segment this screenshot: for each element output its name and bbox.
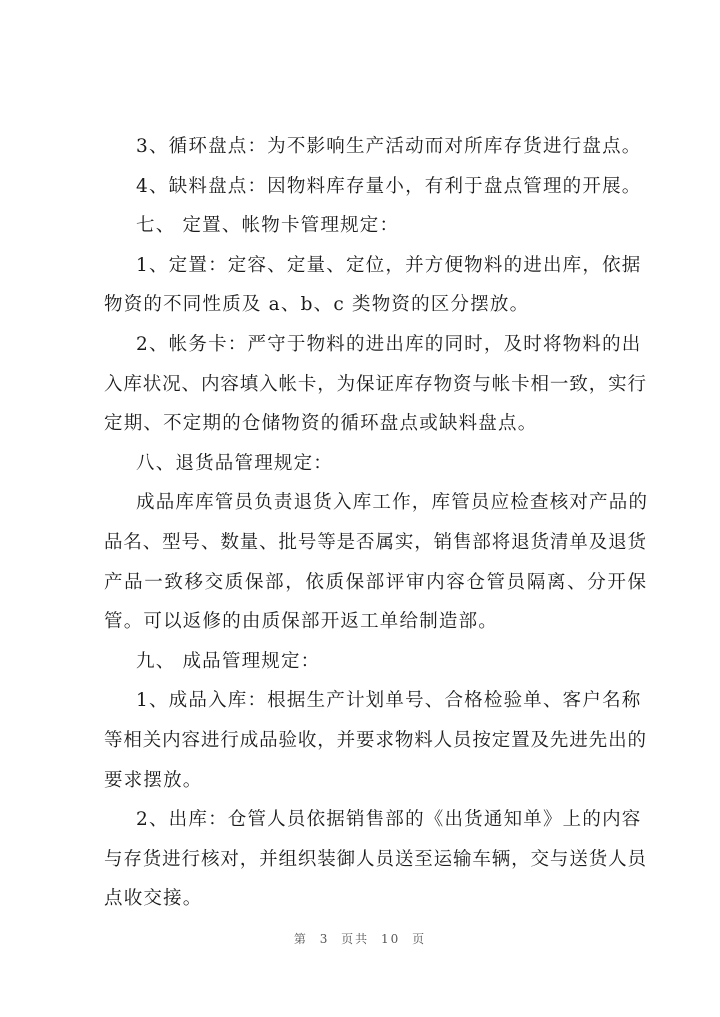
- paragraph-line: 2、帐务卡：严守于物料的进出库的同时，及时将物料的出: [136, 333, 642, 355]
- section-heading: 九、 成品管理规定：: [136, 650, 321, 672]
- paragraph-line: 入库状况、内容填入帐卡，为保证库存物资与帐卡相一致，实行: [104, 373, 646, 395]
- paragraph-line: 品名、型号、数量、批号等是否属实，销售部将退货清单及退货: [104, 531, 646, 553]
- paragraph-line: 管。可以返修的由质保部开返工单给制造部。: [104, 611, 499, 633]
- paragraph-line: 成品库库管员负责退货入库工作，库管员应检查核对产品的: [136, 492, 649, 514]
- paragraph-line: 等相关内容进行成品验收，并要求物料人员按定置及先进先出的: [104, 729, 646, 751]
- paragraph-line: 产品一致移交质保部，依质保部评审内容仓管员隔离、分开保: [104, 571, 646, 593]
- paragraph-line: 1、成品入库：根据生产计划单号、合格检验单、客户名称: [136, 690, 642, 712]
- paragraph-line: 定期、不定期的仓储物资的循环盘点或缺料盘点。: [104, 413, 538, 435]
- page-number-footer: 第 3 页共 10 页: [293, 932, 427, 946]
- paragraph-line: 点收交接。: [104, 888, 203, 910]
- section-heading: 七、 定置、帐物卡管理规定：: [136, 215, 400, 237]
- paragraph-line: 要求摆放。: [104, 769, 203, 791]
- paragraph-line: 4、缺料盘点：因物料库存量小，有利于盘点管理的开展。: [136, 175, 642, 197]
- paragraph-line: 2、出库：仓管人员依据销售部的《出货通知单》上的内容: [136, 809, 642, 831]
- paragraph-line: 3、循环盘点：为不影响生产活动而对所库存货进行盘点。: [136, 136, 642, 157]
- paragraph-line: 物资的不同性质及 a、b、c 类物资的区分摆放。: [104, 294, 530, 316]
- section-heading: 八、退货品管理规定：: [136, 452, 334, 474]
- paragraph-line: 与存货进行核对，并组织装御人员送至运输车辆，交与送货人员: [104, 848, 646, 870]
- paragraph-line: 1、定置：定容、定量、定位，并方便物料的进出库，依据: [136, 254, 642, 276]
- document-body: [104, 127, 649, 919]
